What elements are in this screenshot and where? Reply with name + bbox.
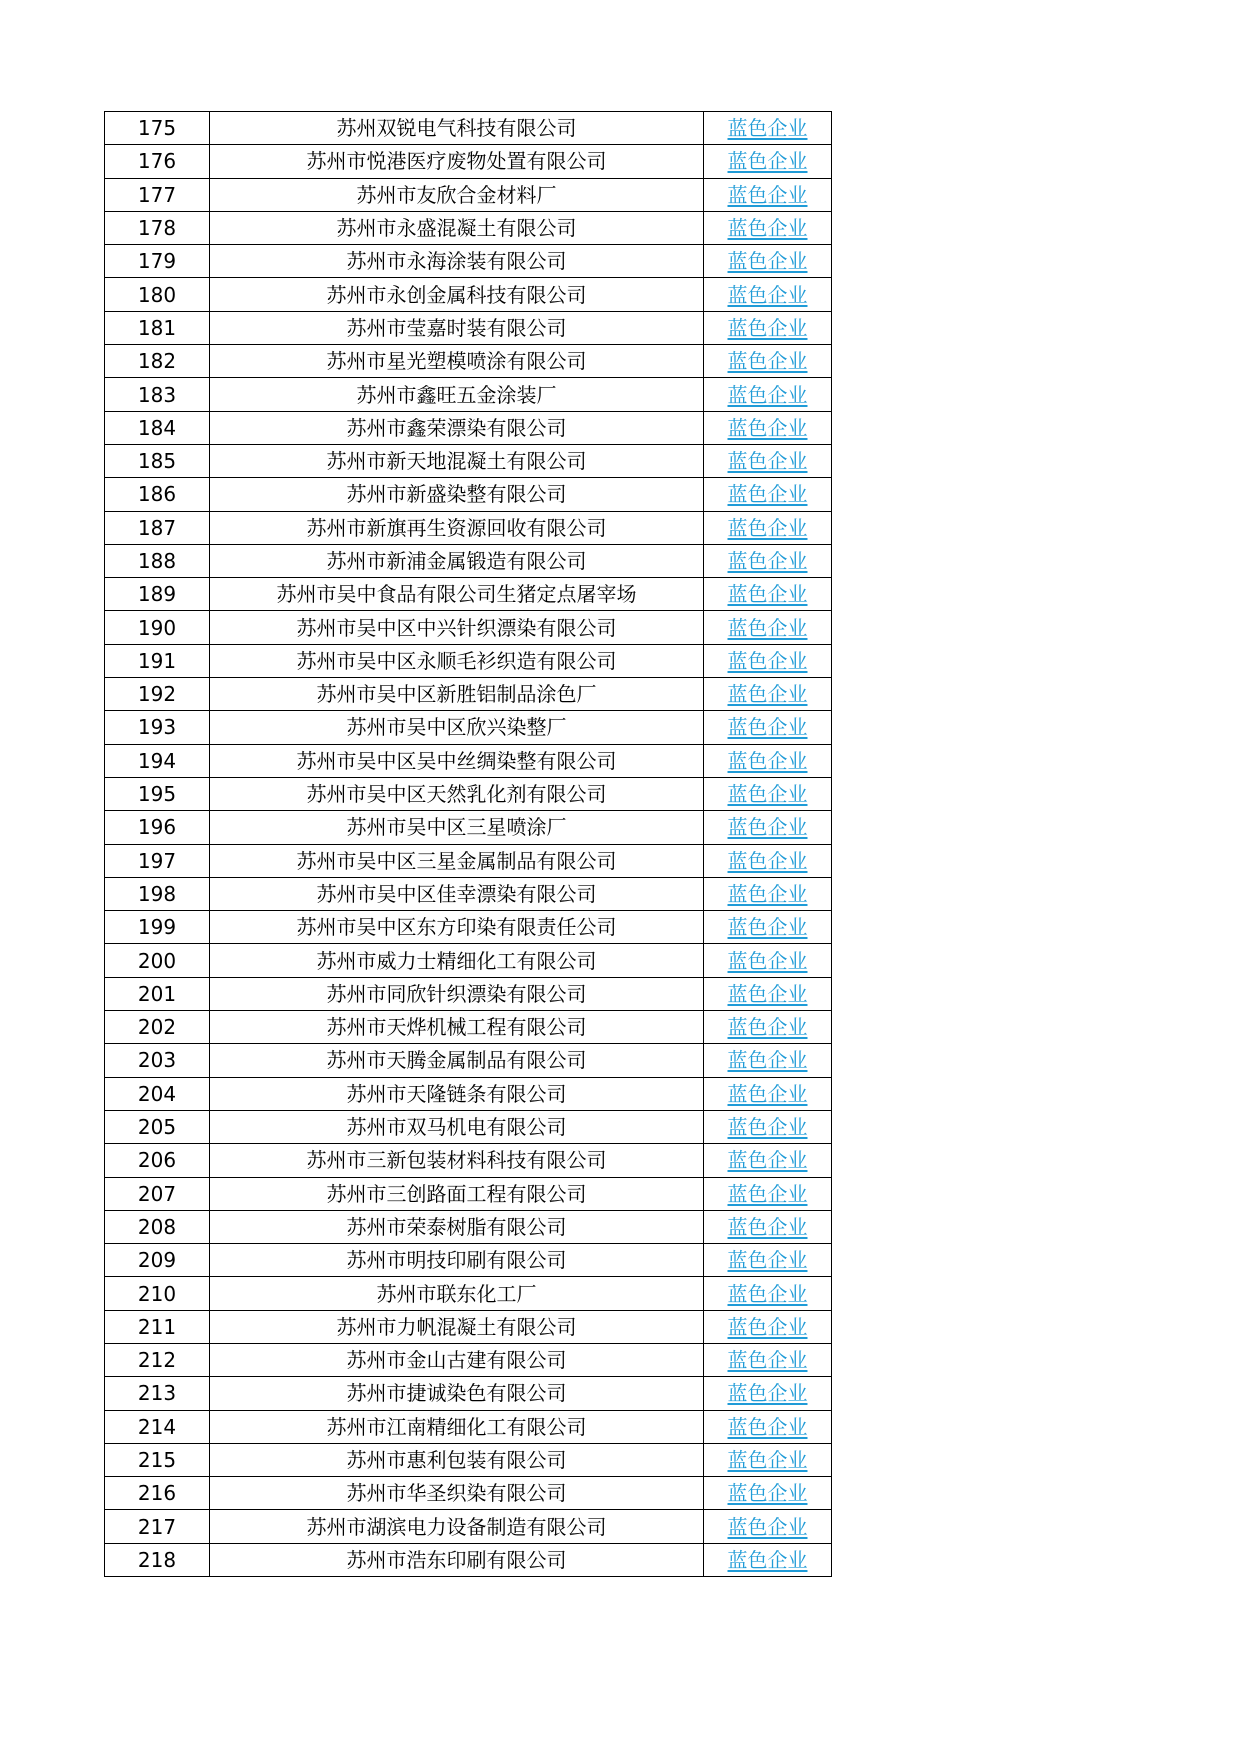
row-number: 208 bbox=[105, 1210, 210, 1243]
company-name: 苏州双锐电气科技有限公司 bbox=[210, 112, 704, 145]
company-name: 苏州市惠利包装有限公司 bbox=[210, 1443, 704, 1476]
rating-cell bbox=[704, 977, 832, 1010]
row-number: 176 bbox=[105, 145, 210, 178]
rating-cell bbox=[704, 145, 832, 178]
rating-link[interactable]: 蓝色企业 bbox=[727, 1214, 808, 1239]
rating-link[interactable]: 蓝色企业 bbox=[727, 1481, 808, 1506]
row-number: 194 bbox=[105, 744, 210, 777]
table-row bbox=[105, 345, 832, 378]
row-number: 212 bbox=[105, 1343, 210, 1376]
rating-link[interactable]: 蓝色企业 bbox=[727, 782, 808, 807]
company-name: 苏州市悦港医疗废物处置有限公司 bbox=[210, 145, 704, 178]
company-name: 苏州市永海涂装有限公司 bbox=[210, 245, 704, 278]
row-number: 175 bbox=[105, 112, 210, 145]
company-name: 苏州市永盛混凝土有限公司 bbox=[210, 211, 704, 244]
row-number: 177 bbox=[105, 178, 210, 211]
table-row bbox=[105, 1543, 832, 1576]
rating-link[interactable]: 蓝色企业 bbox=[727, 682, 808, 707]
rating-link[interactable]: 蓝色企业 bbox=[727, 1115, 808, 1140]
table-row bbox=[105, 1177, 832, 1210]
company-name: 苏州市吴中区东方印染有限责任公司 bbox=[210, 911, 704, 944]
table-row bbox=[105, 511, 832, 544]
table-row bbox=[105, 1011, 832, 1044]
rating-cell bbox=[704, 644, 832, 677]
rating-cell bbox=[704, 1044, 832, 1077]
table-row bbox=[105, 1277, 832, 1310]
rating-link[interactable]: 蓝色企业 bbox=[727, 881, 808, 906]
company-name: 苏州市吴中区永顺毛衫织造有限公司 bbox=[210, 644, 704, 677]
row-number: 207 bbox=[105, 1177, 210, 1210]
table-row bbox=[105, 611, 832, 644]
row-number: 203 bbox=[105, 1044, 210, 1077]
company-name: 苏州市华圣织染有限公司 bbox=[210, 1477, 704, 1510]
rating-link[interactable]: 蓝色企业 bbox=[727, 615, 808, 640]
row-number: 197 bbox=[105, 844, 210, 877]
company-name: 苏州市三创路面工程有限公司 bbox=[210, 1177, 704, 1210]
rating-link[interactable]: 蓝色企业 bbox=[727, 1148, 808, 1173]
rating-cell bbox=[704, 544, 832, 577]
rating-cell bbox=[704, 1277, 832, 1310]
rating-link[interactable]: 蓝色企业 bbox=[727, 1081, 808, 1106]
rating-link[interactable]: 蓝色企业 bbox=[727, 648, 808, 673]
row-number: 189 bbox=[105, 578, 210, 611]
table-row bbox=[105, 1443, 832, 1476]
row-number: 195 bbox=[105, 777, 210, 810]
company-name: 苏州市吴中区天然乳化剂有限公司 bbox=[210, 777, 704, 810]
company-name: 苏州市明技印刷有限公司 bbox=[210, 1244, 704, 1277]
company-name: 苏州市星光塑模喷涂有限公司 bbox=[210, 345, 704, 378]
rating-cell bbox=[704, 1177, 832, 1210]
rating-cell bbox=[704, 777, 832, 810]
row-number: 192 bbox=[105, 678, 210, 711]
rating-link[interactable]: 蓝色企业 bbox=[727, 549, 808, 573]
row-number: 193 bbox=[105, 711, 210, 744]
company-name: 苏州市金山古建有限公司 bbox=[210, 1343, 704, 1376]
table-body bbox=[105, 112, 832, 1577]
rating-cell bbox=[704, 378, 832, 411]
row-number: 181 bbox=[105, 311, 210, 344]
row-number: 188 bbox=[105, 544, 210, 577]
table-row bbox=[105, 1077, 832, 1110]
company-name: 苏州市浩东印刷有限公司 bbox=[210, 1543, 704, 1576]
rating-link[interactable]: 蓝色企业 bbox=[727, 1248, 808, 1273]
rating-cell bbox=[704, 1510, 832, 1543]
rating-link[interactable]: 蓝色企业 bbox=[727, 1514, 808, 1539]
rating-cell bbox=[704, 578, 832, 611]
company-name: 苏州市天隆链条有限公司 bbox=[210, 1077, 704, 1110]
table-row bbox=[105, 678, 832, 711]
rating-link[interactable]: 蓝色企业 bbox=[727, 1414, 808, 1439]
rating-link[interactable]: 蓝色企业 bbox=[727, 582, 808, 607]
company-name: 苏州市鑫旺五金涂装厂 bbox=[210, 378, 704, 411]
company-name: 苏州市捷诚染色有限公司 bbox=[210, 1377, 704, 1410]
company-name: 苏州市威力士精细化工有限公司 bbox=[210, 944, 704, 977]
rating-cell bbox=[704, 1410, 832, 1443]
rating-cell bbox=[704, 711, 832, 744]
rating-link[interactable]: 蓝色企业 bbox=[727, 282, 808, 307]
row-number: 218 bbox=[105, 1543, 210, 1576]
table-row bbox=[105, 811, 832, 844]
row-number: 183 bbox=[105, 378, 210, 411]
table-row bbox=[105, 977, 832, 1010]
row-number: 200 bbox=[105, 944, 210, 977]
company-name: 苏州市永创金属科技有限公司 bbox=[210, 278, 704, 311]
rating-cell bbox=[704, 511, 832, 544]
company-name: 苏州市吴中食品有限公司生猪定点屠宰场 bbox=[210, 578, 704, 611]
row-number: 196 bbox=[105, 811, 210, 844]
company-name: 苏州市天烨机械工程有限公司 bbox=[210, 1011, 704, 1044]
rating-cell bbox=[704, 311, 832, 344]
table-row bbox=[105, 1477, 832, 1510]
row-number: 198 bbox=[105, 877, 210, 910]
company-name: 苏州市湖滨电力设备制造有限公司 bbox=[210, 1510, 704, 1543]
rating-cell bbox=[704, 245, 832, 278]
rating-cell bbox=[704, 478, 832, 511]
company-name: 苏州市莹嘉时装有限公司 bbox=[210, 311, 704, 344]
rating-link[interactable]: 蓝色企业 bbox=[727, 515, 808, 540]
rating-cell bbox=[704, 411, 832, 444]
table-row bbox=[105, 1310, 832, 1343]
table-row bbox=[105, 777, 832, 810]
row-number: 184 bbox=[105, 411, 210, 444]
table-row bbox=[105, 1244, 832, 1277]
row-number: 201 bbox=[105, 977, 210, 1010]
company-name: 苏州市荣泰树脂有限公司 bbox=[210, 1210, 704, 1243]
table-row bbox=[105, 112, 832, 145]
rating-cell bbox=[704, 1477, 832, 1510]
rating-cell bbox=[704, 1443, 832, 1476]
table-row bbox=[105, 644, 832, 677]
rating-link[interactable]: 蓝色企业 bbox=[727, 848, 808, 873]
rating-cell bbox=[704, 444, 832, 477]
rating-link[interactable]: 蓝色企业 bbox=[727, 149, 808, 174]
rating-link[interactable]: 蓝色企业 bbox=[727, 249, 808, 274]
row-number: 178 bbox=[105, 211, 210, 244]
rating-link[interactable]: 蓝色企业 bbox=[727, 1448, 808, 1473]
company-name: 苏州市同欣针织漂染有限公司 bbox=[210, 977, 704, 1010]
row-number: 186 bbox=[105, 478, 210, 511]
company-name: 苏州市吴中区三星金属制品有限公司 bbox=[210, 844, 704, 877]
table-row bbox=[105, 1110, 832, 1143]
table-row bbox=[105, 378, 832, 411]
rating-link[interactable]: 蓝色企业 bbox=[727, 382, 808, 407]
company-name: 苏州市双马机电有限公司 bbox=[210, 1110, 704, 1143]
rating-cell bbox=[704, 278, 832, 311]
row-number: 217 bbox=[105, 1510, 210, 1543]
row-number: 213 bbox=[105, 1377, 210, 1410]
rating-cell bbox=[704, 211, 832, 244]
row-number: 187 bbox=[105, 511, 210, 544]
table-row bbox=[105, 178, 832, 211]
company-name: 苏州市吴中区欣兴染整厂 bbox=[210, 711, 704, 744]
table-row bbox=[105, 411, 832, 444]
table-row bbox=[105, 1343, 832, 1376]
row-number: 199 bbox=[105, 911, 210, 944]
company-name: 苏州市新盛染整有限公司 bbox=[210, 478, 704, 511]
table-row bbox=[105, 245, 832, 278]
table-row bbox=[105, 211, 832, 244]
company-name: 苏州市新浦金属锻造有限公司 bbox=[210, 544, 704, 577]
row-number: 211 bbox=[105, 1310, 210, 1343]
rating-cell bbox=[704, 1377, 832, 1410]
row-number: 179 bbox=[105, 245, 210, 278]
rating-cell bbox=[704, 944, 832, 977]
rating-cell bbox=[704, 1210, 832, 1243]
rating-link[interactable]: 蓝色企业 bbox=[727, 1181, 808, 1206]
company-name: 苏州市鑫荣漂染有限公司 bbox=[210, 411, 704, 444]
row-number: 180 bbox=[105, 278, 210, 311]
table-row bbox=[105, 278, 832, 311]
rating-link[interactable]: 蓝色企业 bbox=[727, 1348, 808, 1373]
row-number: 202 bbox=[105, 1011, 210, 1044]
table-row bbox=[105, 145, 832, 178]
rating-link[interactable]: 蓝色企业 bbox=[727, 981, 808, 1006]
row-number: 191 bbox=[105, 644, 210, 677]
row-number: 205 bbox=[105, 1110, 210, 1143]
row-number: 185 bbox=[105, 444, 210, 477]
rating-cell bbox=[704, 911, 832, 944]
table-row bbox=[105, 311, 832, 344]
company-name: 苏州市江南精细化工有限公司 bbox=[210, 1410, 704, 1443]
company-name: 苏州市吴中区吴中丝绸染整有限公司 bbox=[210, 744, 704, 777]
table-row bbox=[105, 711, 832, 744]
rating-cell bbox=[704, 1310, 832, 1343]
company-name: 苏州市三新包装材料科技有限公司 bbox=[210, 1144, 704, 1177]
rating-link[interactable]: 蓝色企业 bbox=[727, 415, 808, 440]
rating-cell bbox=[704, 844, 832, 877]
company-name: 苏州市新天地混凝土有限公司 bbox=[210, 444, 704, 477]
rating-cell bbox=[704, 1244, 832, 1277]
rating-link[interactable]: 蓝色企业 bbox=[727, 216, 808, 241]
table-row bbox=[105, 1210, 832, 1243]
table-row bbox=[105, 844, 832, 877]
rating-cell bbox=[704, 1343, 832, 1376]
rating-cell bbox=[704, 678, 832, 711]
company-name: 苏州市吴中区三星喷涂厂 bbox=[210, 811, 704, 844]
table-row bbox=[105, 478, 832, 511]
enterprise-rating-table bbox=[104, 111, 832, 1577]
rating-cell bbox=[704, 1543, 832, 1576]
table-row bbox=[105, 444, 832, 477]
row-number: 215 bbox=[105, 1443, 210, 1476]
row-number: 206 bbox=[105, 1144, 210, 1177]
row-number: 209 bbox=[105, 1244, 210, 1277]
table-row bbox=[105, 1044, 832, 1077]
row-number: 190 bbox=[105, 611, 210, 644]
row-number: 204 bbox=[105, 1077, 210, 1110]
row-number: 214 bbox=[105, 1410, 210, 1443]
company-name: 苏州市友欣合金材料厂 bbox=[210, 178, 704, 211]
rating-cell bbox=[704, 877, 832, 910]
table-row bbox=[105, 744, 832, 777]
rating-link[interactable]: 蓝色企业 bbox=[727, 748, 808, 773]
rating-link[interactable]: 蓝色企业 bbox=[727, 182, 808, 207]
rating-link[interactable]: 蓝色企业 bbox=[727, 1381, 808, 1406]
table-row bbox=[105, 911, 832, 944]
rating-link[interactable]: 蓝色企业 bbox=[727, 449, 808, 474]
table-row bbox=[105, 1377, 832, 1410]
rating-link[interactable]: 蓝色企业 bbox=[727, 1281, 808, 1306]
rating-cell bbox=[704, 112, 832, 145]
rating-cell bbox=[704, 1077, 832, 1110]
rating-link[interactable]: 蓝色企业 bbox=[727, 948, 808, 973]
rating-cell bbox=[704, 345, 832, 378]
table-row bbox=[105, 1144, 832, 1177]
rating-cell bbox=[704, 1110, 832, 1143]
rating-cell bbox=[704, 811, 832, 844]
company-name: 苏州市联东化工厂 bbox=[210, 1277, 704, 1310]
company-name: 苏州市吴中区新胜铝制品涂色厂 bbox=[210, 678, 704, 711]
rating-cell bbox=[704, 1011, 832, 1044]
company-name: 苏州市天腾金属制品有限公司 bbox=[210, 1044, 704, 1077]
rating-link[interactable]: 蓝色企业 bbox=[727, 715, 808, 740]
table-row bbox=[105, 544, 832, 577]
rating-link[interactable]: 蓝色企业 bbox=[727, 315, 808, 340]
company-name: 苏州市力帆混凝土有限公司 bbox=[210, 1310, 704, 1343]
rating-link[interactable]: 蓝色企业 bbox=[727, 116, 808, 141]
rating-link[interactable]: 蓝色企业 bbox=[727, 915, 808, 940]
rating-link[interactable]: 蓝色企业 bbox=[727, 1048, 808, 1073]
table-row bbox=[105, 1510, 832, 1543]
rating-cell bbox=[704, 611, 832, 644]
table-row bbox=[105, 578, 832, 611]
rating-link[interactable]: 蓝色企业 bbox=[727, 1314, 808, 1339]
table-row bbox=[105, 877, 832, 910]
company-name: 苏州市吴中区佳幸漂染有限公司 bbox=[210, 877, 704, 910]
rating-cell bbox=[704, 1144, 832, 1177]
rating-link[interactable]: 蓝色企业 bbox=[727, 1547, 808, 1572]
company-name: 苏州市吴中区中兴针织漂染有限公司 bbox=[210, 611, 704, 644]
row-number: 210 bbox=[105, 1277, 210, 1310]
rating-cell bbox=[704, 744, 832, 777]
rating-link[interactable]: 蓝色企业 bbox=[727, 815, 808, 840]
rating-cell bbox=[704, 178, 832, 211]
rating-link[interactable]: 蓝色企业 bbox=[727, 1015, 808, 1040]
company-name: 苏州市新旗再生资源回收有限公司 bbox=[210, 511, 704, 544]
row-number: 182 bbox=[105, 345, 210, 378]
table-row bbox=[105, 1410, 832, 1443]
row-number: 216 bbox=[105, 1477, 210, 1510]
rating-link[interactable]: 蓝色企业 bbox=[727, 349, 808, 374]
table-row bbox=[105, 944, 832, 977]
rating-link[interactable]: 蓝色企业 bbox=[727, 482, 808, 507]
